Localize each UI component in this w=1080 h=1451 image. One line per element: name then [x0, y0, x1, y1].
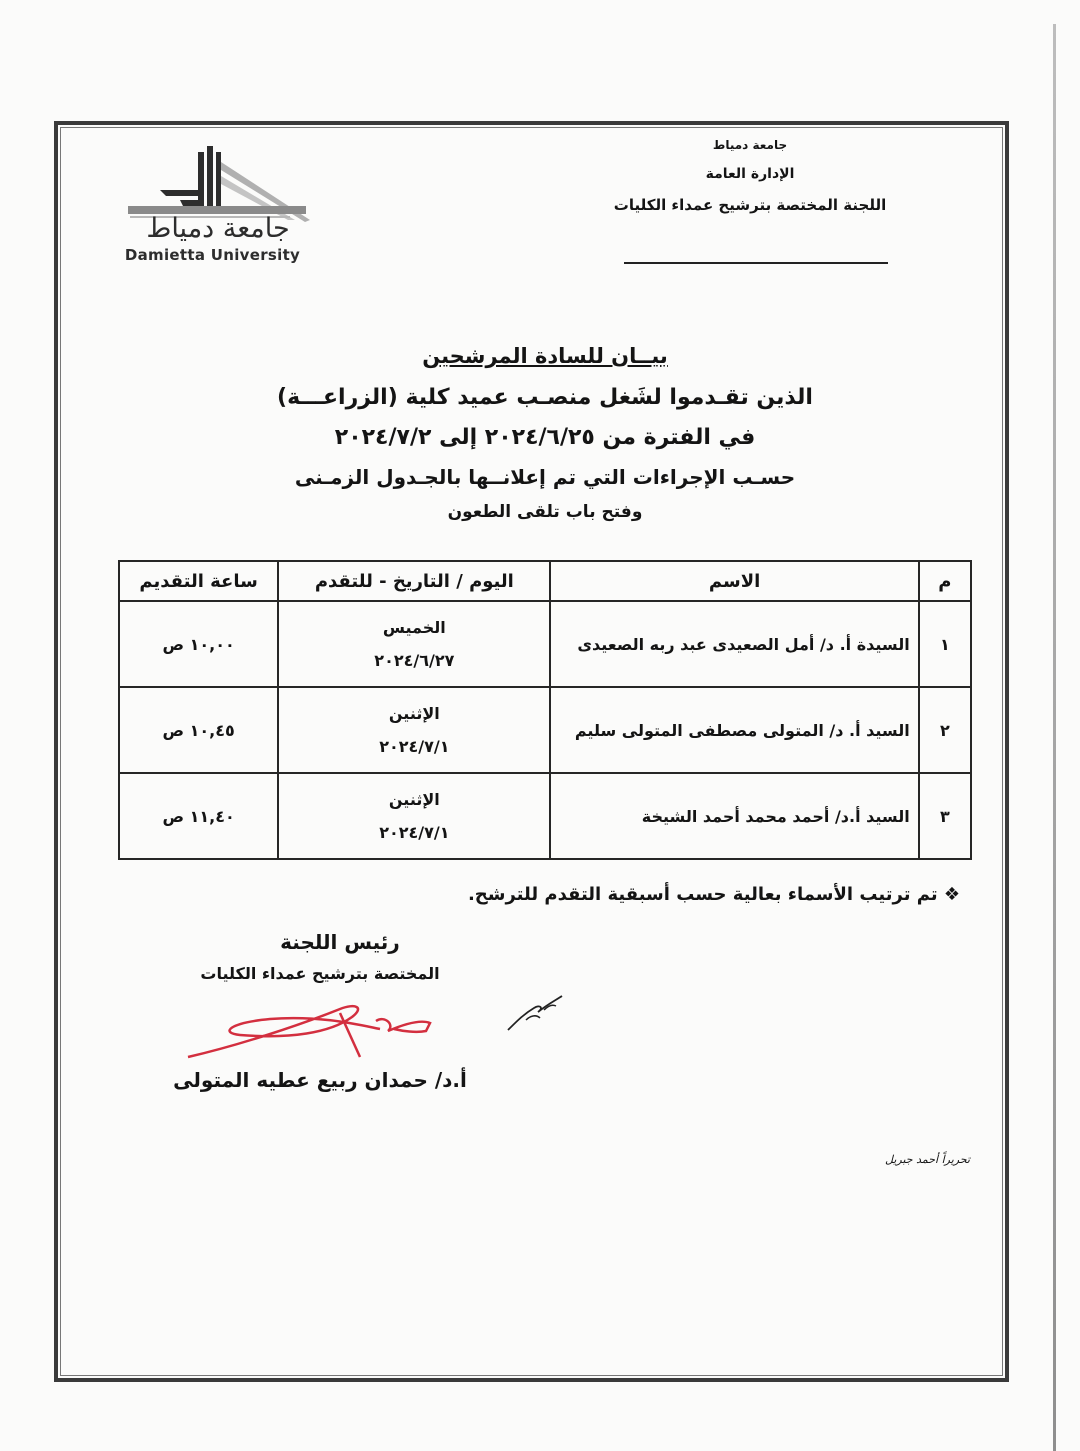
- table-header-row: [119, 561, 971, 601]
- university-name: جامعة دمياط: [712, 138, 788, 152]
- logo-english-text: Damietta University: [124, 246, 301, 264]
- committee-name: اللجنة المختصة بترشيح عمداء الكليات: [613, 196, 887, 214]
- title-line-1: بيــان للسادة المرشحين: [422, 344, 668, 368]
- candidate-day: الخميس: [382, 618, 446, 637]
- document-title: [200, 338, 890, 528]
- candidates-table: [118, 560, 972, 860]
- row-num: ٢: [919, 687, 971, 773]
- title-line-2: الذين تقـدموا لشَغل منصـب عميد كلية (الزراعـــة): [277, 385, 813, 410]
- approval-handwritten-mark: [500, 990, 570, 1040]
- department-name: الإدارة العامة: [705, 166, 795, 182]
- header-time: ساعة التقديم: [119, 561, 278, 601]
- chair-subtitle: المختصة بترشيح عمداء الكليات: [200, 964, 440, 983]
- candidate-date-cell: [278, 687, 550, 773]
- title-line-4: حسـب الإجراءات التي تم إعلانــها بالجـدول الزمـنى: [294, 465, 796, 489]
- ordering-note: ❖ تم ترتيب الأسماء بعالية حسب أسبقية التقدم للترشح.: [467, 884, 960, 905]
- table-row: [119, 601, 971, 687]
- candidate-date: ٢٠٢٤/٧/١: [379, 823, 450, 842]
- letterhead: [600, 138, 900, 214]
- table-row: [119, 773, 971, 859]
- header-date: اليوم / التاريخ - للتقدم: [278, 561, 550, 601]
- row-num: ١: [919, 601, 971, 687]
- candidate-name: السيد أ. د/ المتولى مصطفى المتولى سليم: [550, 687, 918, 773]
- scan-edge: [1053, 24, 1056, 1451]
- header-name: الاسم: [550, 561, 918, 601]
- chair-title: رئيس اللجنة: [280, 930, 400, 954]
- logo-arabic-text: جامعة دمياط: [146, 213, 290, 244]
- candidate-time: ١٠,٤٥ ص: [119, 687, 278, 773]
- committee-signature-block: [170, 930, 470, 983]
- title-line-5: وفتح باب تلقى الطعون: [447, 502, 643, 522]
- chair-name: أ.د/ حمدان ربيع عطيه المتولى: [173, 1068, 467, 1092]
- candidate-day: الإثنين: [388, 790, 440, 809]
- candidate-date: ٢٠٢٤/٧/١: [379, 737, 450, 756]
- candidate-date: ٢٠٢٤/٦/٢٧: [374, 651, 455, 670]
- candidate-date-cell: [278, 773, 550, 859]
- candidate-time: ١١,٤٠ ص: [119, 773, 278, 859]
- candidate-date-cell: [278, 601, 550, 687]
- candidate-name: السيد أ.د/ أحمد محمد أحمد الشيخة: [550, 773, 918, 859]
- header-rule: [624, 262, 888, 264]
- table-row: [119, 687, 971, 773]
- candidate-time: ١٠,٠٠ ص: [119, 601, 278, 687]
- handwritten-signature: [180, 995, 450, 1075]
- candidate-day: الإثنين: [388, 704, 440, 723]
- candidate-name: السيدة أ. د/ أمل الصعيدى عبد ربه الصعيدى: [550, 601, 918, 687]
- typist-note: تحريراً أحمد جبريل: [885, 1153, 970, 1166]
- header-num: م: [919, 561, 971, 601]
- title-line-3: في الفترة من ٢٠٢٤/٦/٢٥ إلى ٢٠٢٤/٧/٢: [334, 425, 756, 450]
- row-num: ٣: [919, 773, 971, 859]
